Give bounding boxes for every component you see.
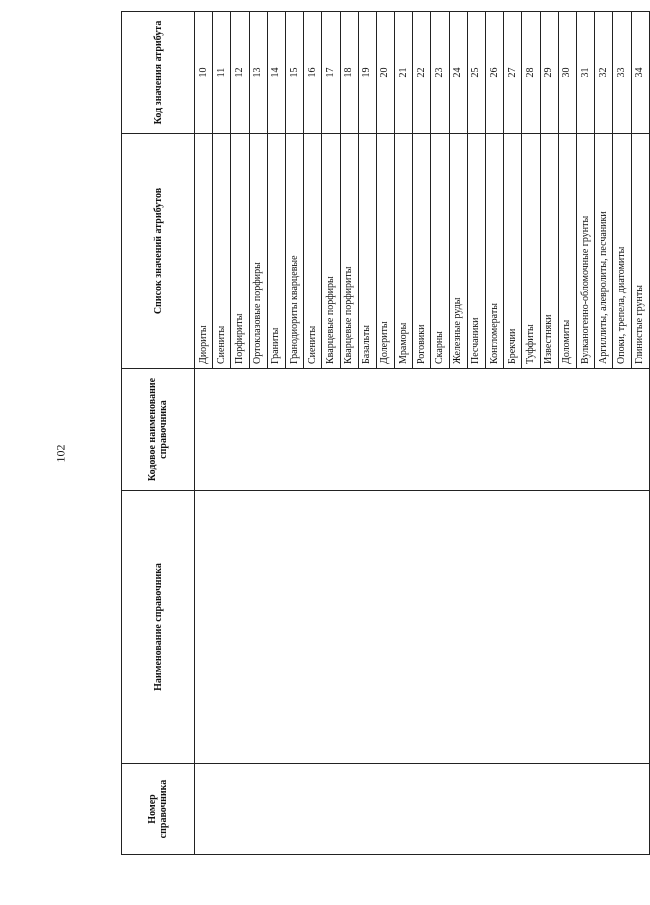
attribute-value-cell: Порфириты [231, 134, 249, 369]
attribute-value-cell: Гранодиориты кварцевые [285, 134, 303, 369]
attribute-value-cell: Песчаники [467, 134, 485, 369]
attribute-value-cell: Конгломераты [486, 134, 504, 369]
attribute-value-cell: Кварцевые порфириты [340, 134, 358, 369]
attribute-code-cell: 13 [249, 12, 267, 134]
attribute-code-cell: 11 [213, 12, 231, 134]
attribute-value-cell: Скарны [431, 134, 449, 369]
attribute-value-cell: Роговики [413, 134, 431, 369]
header-reference-code-name: Кодовое наименование справочника [122, 369, 195, 491]
attribute-value-cell: Аргиллиты, алевролиты, песчаники [595, 134, 613, 369]
attribute-value-cell: Доломиты [558, 134, 576, 369]
attribute-code-cell: 17 [322, 12, 340, 134]
attribute-code-cell: 30 [558, 12, 576, 134]
attribute-value-cell: Мраморы [395, 134, 413, 369]
attribute-code-cell: 18 [340, 12, 358, 134]
attribute-code-cell: 15 [285, 12, 303, 134]
attribute-code-cell: 26 [486, 12, 504, 134]
attribute-code-cell: 32 [595, 12, 613, 134]
header-attribute-code: Код значения атрибута [122, 12, 195, 134]
attribute-code-cell: 33 [613, 12, 631, 134]
attribute-value-cell: Диориты [195, 134, 213, 369]
attribute-code-cell: 28 [522, 12, 540, 134]
attribute-code-cell: 19 [358, 12, 376, 134]
reference-table [121, 11, 650, 855]
attribute-code-cell: 23 [431, 12, 449, 134]
reference-table-frame [121, 20, 646, 855]
attribute-code-cell: 31 [576, 12, 594, 134]
attribute-value-cell: Сиениты [213, 134, 231, 369]
attribute-code-cell: 22 [413, 12, 431, 134]
attribute-value-cell: Известняки [540, 134, 558, 369]
page-number: 102 [53, 444, 68, 463]
attribute-value-cell: Ортоклазовые порфиры [249, 134, 267, 369]
attribute-code-cell: 14 [267, 12, 285, 134]
attribute-value-cell: Долериты [376, 134, 394, 369]
attribute-code-cell: 34 [631, 12, 649, 134]
attribute-value-cell: Сиениты [304, 134, 322, 369]
attribute-value-cell: Опоки, трепела, диатомиты [613, 134, 631, 369]
attribute-value-cell: Брекчии [504, 134, 522, 369]
attribute-value-cell: Глинистые грунты [631, 134, 649, 369]
attribute-value-cell: Вулканогенно-обломочные грунты [576, 134, 594, 369]
attribute-value-cell: Базальты [358, 134, 376, 369]
reference-name-cell [195, 491, 650, 764]
header-reference-number: Номер справочника [122, 764, 195, 855]
header-attribute-values: Список значений атрибутов [122, 134, 195, 369]
header-reference-name: Наименование справочника [122, 491, 195, 764]
attribute-code-cell: 10 [195, 12, 213, 134]
reference-number-cell [195, 764, 650, 855]
attribute-value-cell: Железные руды [449, 134, 467, 369]
attribute-value-cell: Кварцевые порфиры [322, 134, 340, 369]
attribute-value-cell: Граниты [267, 134, 285, 369]
table-header-row [122, 12, 195, 855]
table-row [195, 12, 213, 855]
reference-code-name-cell [195, 369, 650, 491]
attribute-value-cell: Туффиты [522, 134, 540, 369]
attribute-code-cell: 24 [449, 12, 467, 134]
table-body [195, 12, 650, 855]
attribute-code-cell: 21 [395, 12, 413, 134]
attribute-code-cell: 25 [467, 12, 485, 134]
attribute-code-cell: 29 [540, 12, 558, 134]
attribute-code-cell: 16 [304, 12, 322, 134]
attribute-code-cell: 27 [504, 12, 522, 134]
attribute-code-cell: 12 [231, 12, 249, 134]
reference-table-rotated [121, 20, 646, 855]
attribute-code-cell: 20 [376, 12, 394, 134]
